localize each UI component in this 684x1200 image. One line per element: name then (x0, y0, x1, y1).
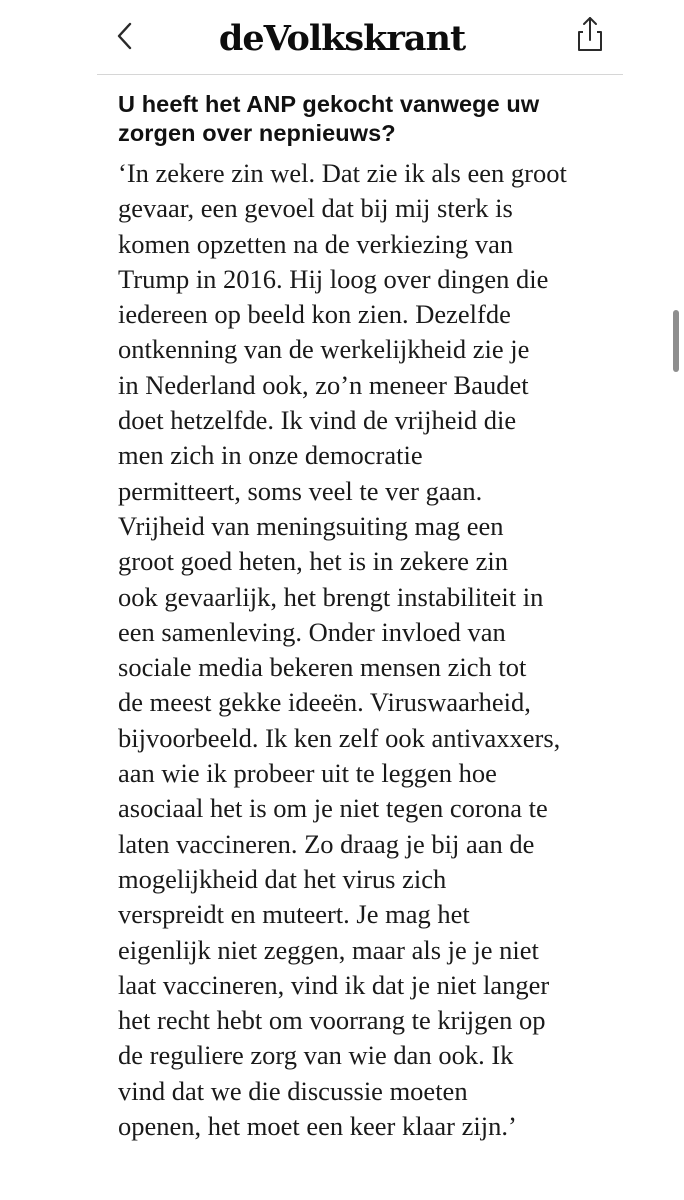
answer-line: komen opzetten na de verkiezing van (118, 228, 514, 259)
answer-line: verspreidt en muteert. Je mag het (118, 899, 470, 930)
answer-line: iedereen op beeld kon zien. Dezelfde (118, 299, 511, 330)
answer-line: ‘In zekere zin wel. Dat zie ik als een groot (118, 158, 567, 188)
answer-line: laten vaccineren. Zo draag je bij aan de (118, 828, 535, 859)
answer-line: mogelijkheid dat het virus zich (118, 863, 447, 894)
scrollbar-thumb[interactable] (673, 310, 679, 372)
top-navigation-bar (0, 0, 684, 76)
answer-line: ook gevaarlijk, het brengt instabiliteit in (118, 581, 544, 612)
answer-line: een samenleving. Onder invloed van (118, 616, 506, 647)
answer-line: ontkenning van de werkelijkheid zie je (118, 334, 530, 365)
answer-line: de reguliere zorg van wie dan ook. Ik (118, 1040, 514, 1071)
share-button[interactable] (572, 14, 608, 56)
answer-line: Vrijheid van meningsuiting mag een (118, 510, 504, 541)
answer-line: asociaal het is om je niet tegen corona te (118, 793, 548, 824)
answer-line: aan wie ik probeer uit te leggen hoe (118, 758, 497, 789)
answer-line: laat vaccineren, vind ik dat je niet langer (118, 969, 550, 1000)
answer-line: permitteert, soms veel te ver gaan. (118, 475, 483, 506)
header-divider (97, 74, 623, 75)
answer-line: de meest gekke ideeën. Viruswaarheid, (118, 687, 531, 718)
answer-line: eigenlijk niet zeggen, maar als je je niet (118, 934, 539, 965)
article-body (118, 90, 618, 1144)
interview-answer (118, 156, 618, 1144)
answer-line: openen, het moet een keer klaar zijn.’ (118, 1111, 517, 1142)
answer-line: Trump in 2016. Hij loog over dingen die (118, 263, 549, 294)
brand-logo: deVolkskrant (218, 18, 466, 59)
answer-line: groot goed heten, het is in zekere zin (118, 546, 508, 577)
share-icon (572, 14, 608, 56)
interview-question: U heeft het ANP gekocht vanwege uw zorgen over nepnieuws? (118, 91, 540, 146)
answer-line: het recht hebt om voorrang te krijgen op (118, 1005, 546, 1036)
answer-line: gevaar, een gevoel dat bij mij sterk is (118, 193, 513, 224)
answer-line: vind dat we die discussie moeten (118, 1075, 468, 1106)
answer-line: men zich in onze democratie (118, 440, 423, 471)
answer-line: in Nederland ook, zo’n meneer Baudet (118, 369, 529, 400)
answer-line: sociale media bekeren mensen zich tot (118, 652, 527, 683)
answer-line: doet hetzelfde. Ik vind de vrijheid die (118, 405, 517, 436)
answer-line: bijvoorbeeld. Ik ken zelf ook antivaxxers, (118, 722, 561, 753)
